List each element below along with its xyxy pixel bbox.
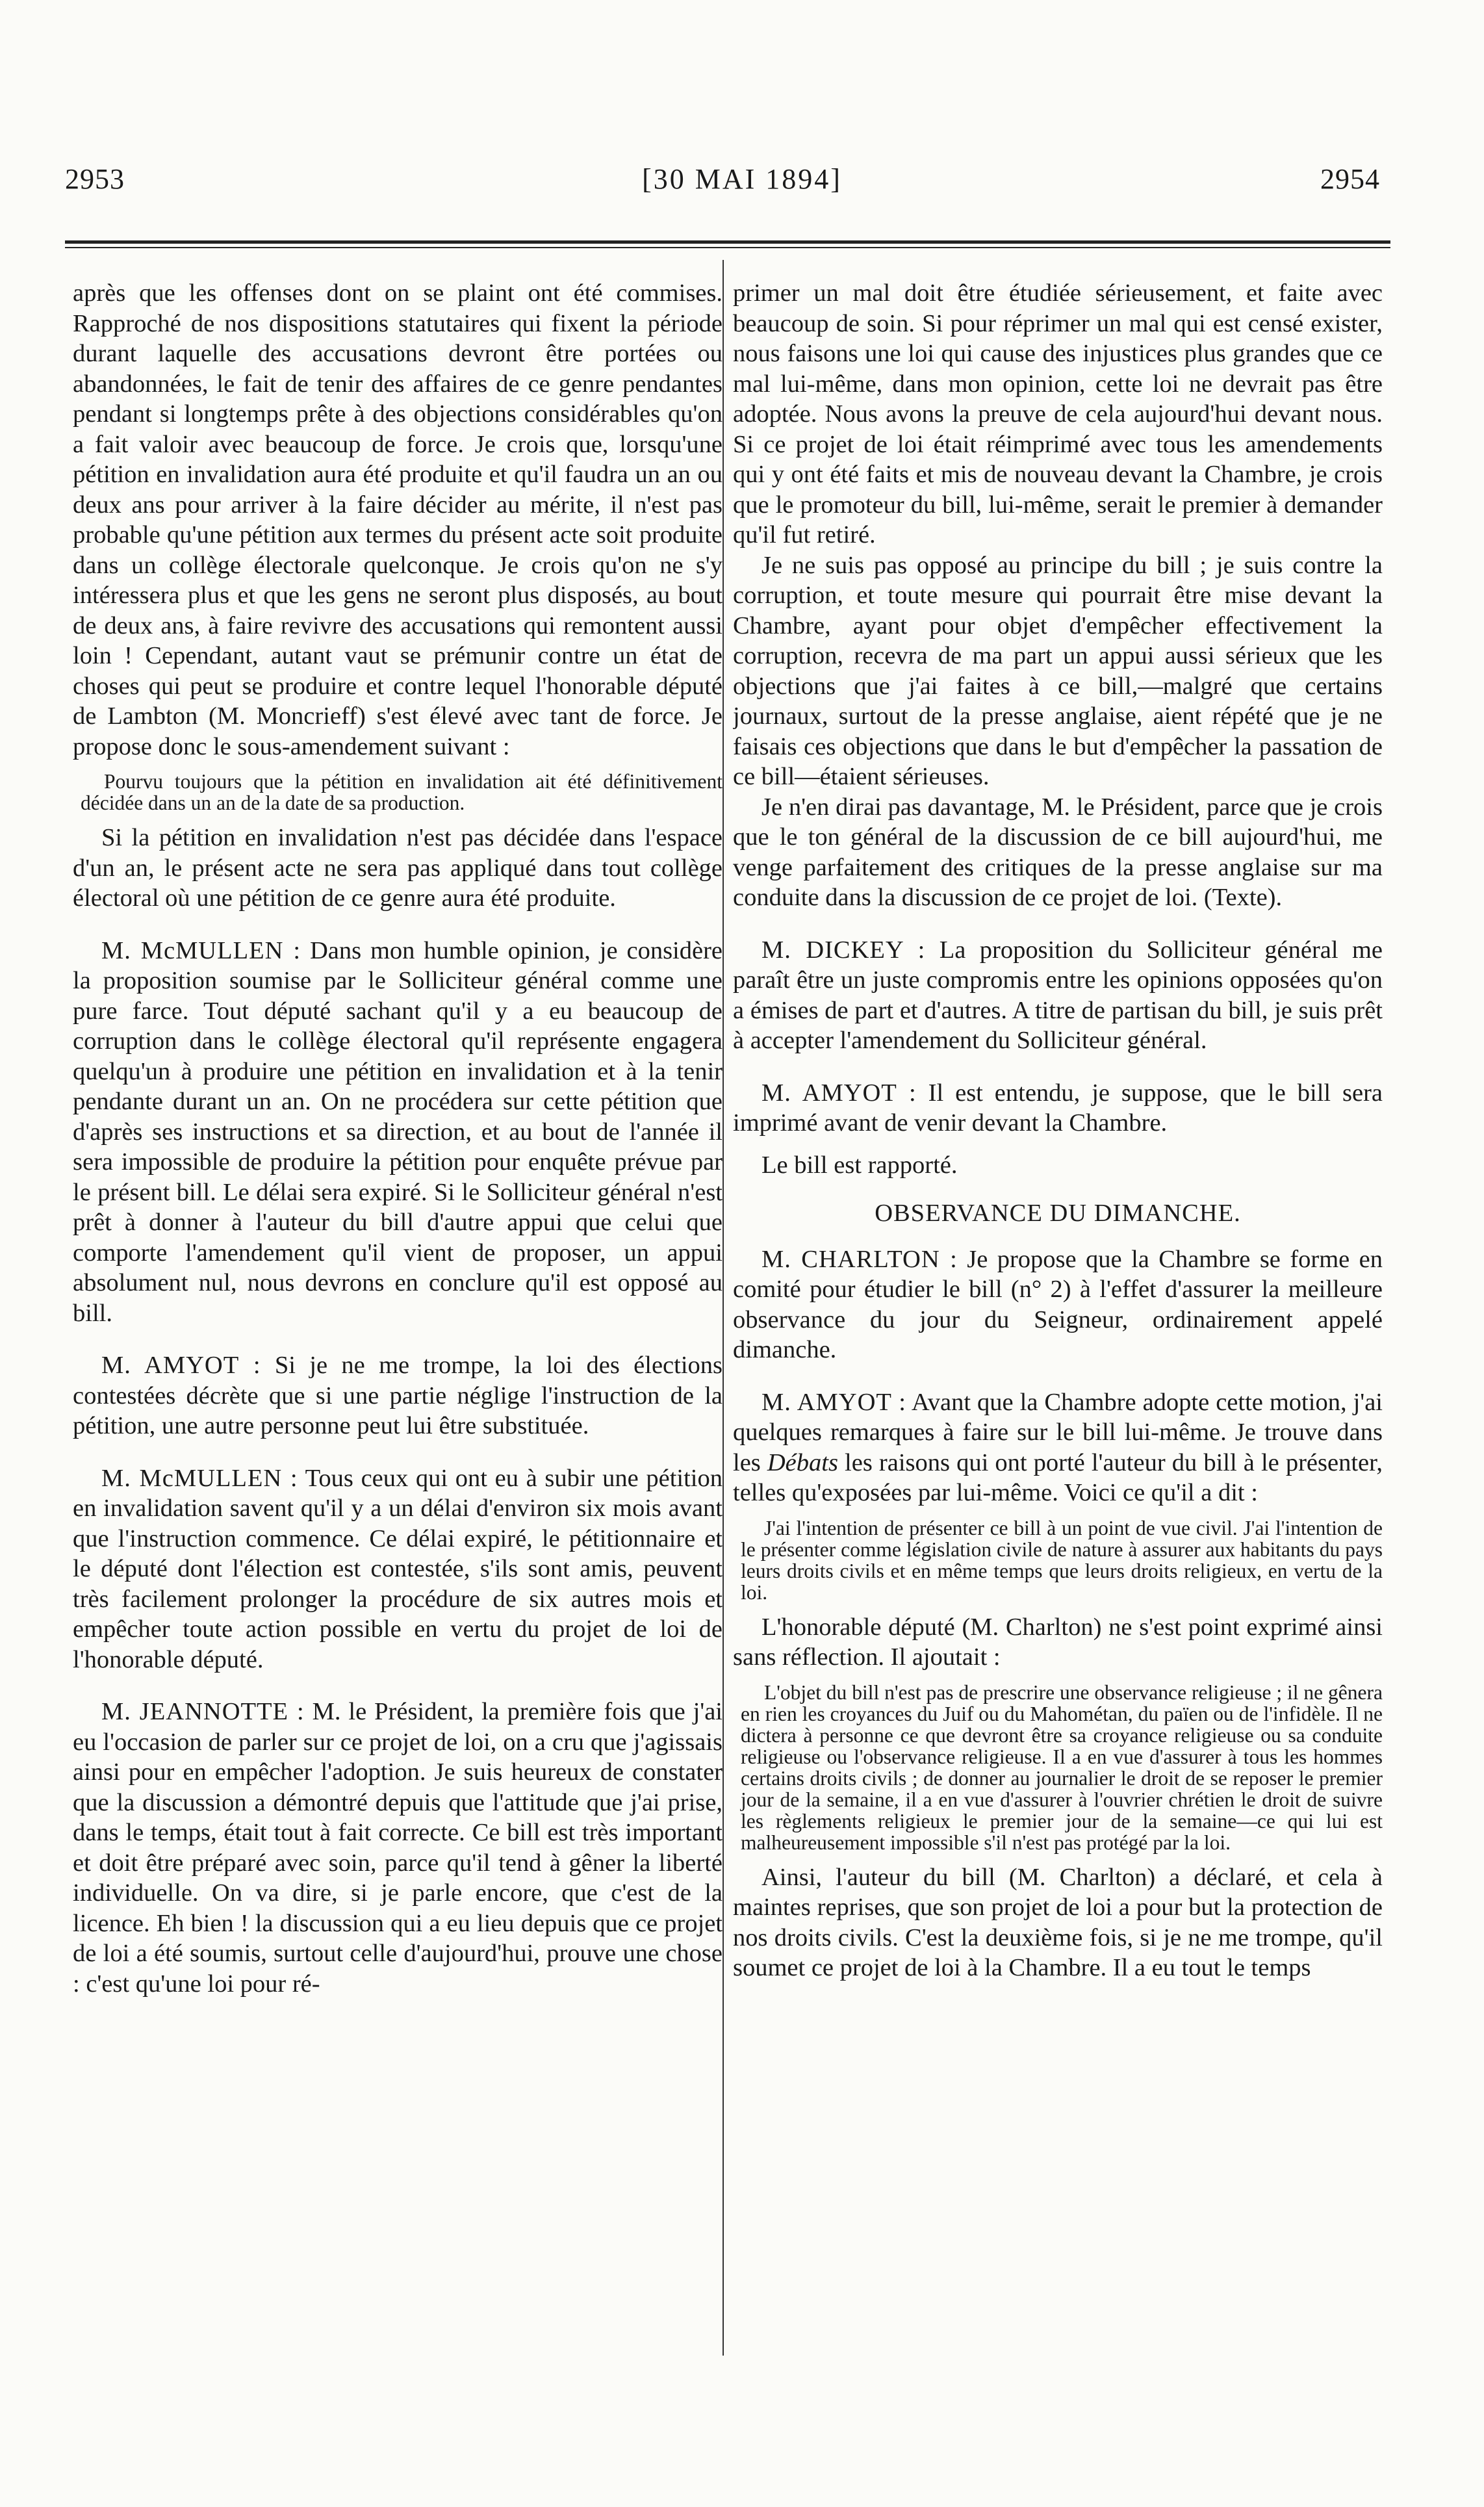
speech-text: Si je ne me trompe, la loi des élections contestées décrète que si une partie néglige l'instruction de la pétition, une autre personne peut lui être substituée. <box>73 1352 723 1439</box>
speech-jeannotte <box>73 1697 723 1999</box>
paragraph: Ainsi, l'auteur du bill (M. Charlton) a déclaré, et cela à maintes reprises, que son projet de loi a pour but la protection de nos droits civils. C'est la deuxième fois, si je ne me trompe, qu'il soumet ce projet de loi à la Chambre. Il a eu tout le temps <box>733 1863 1383 1981</box>
paragraph: Je n'en dirai pas davantage, M. le Président, parce que je crois que le ton général de la discussion de ce bill aujourd'hui, me venge parfaitement des critiques de la presse anglaise sur ma conduite dans la discussion de ce projet de loi. (Texte). <box>733 793 1383 911</box>
speech-text: les raisons qui ont porté l'auteur du bill à le présenter, telles qu'exposées par lui-même. Voici ce qu'il a dit : <box>733 1448 1383 1506</box>
speaker-name: M. DICKEY : <box>761 936 926 964</box>
column-divider <box>723 260 724 2356</box>
left-page-number: 2953 <box>65 163 125 195</box>
quoted-charlton-1: J'ai l'intention de présenter ce bill à un point de vue civil. J'ai l'intention de le présenter comme législation civile de nature à assurer aux habitants du pays leurs droits civils et en même temps que leurs droits religieux, en vertu de la loi. <box>741 1516 1383 1604</box>
page-date: [30 MAI 1894] <box>642 163 842 195</box>
header-rule-thick <box>65 240 1390 244</box>
right-column <box>733 278 1383 2462</box>
header-rule-thin <box>65 247 1390 248</box>
speech-text: Avant que la Chambre adopte cette motion, j'ai quelques remarques à faire sur le bill lui-même. Je trouve dans les <box>733 1388 1383 1476</box>
speaker-name: M. AMYOT : <box>761 1388 906 1416</box>
speaker-name: M. McMULLEN : <box>101 936 301 964</box>
speech-charlton <box>733 1244 1383 1365</box>
right-page-number: 2954 <box>1320 163 1380 195</box>
speech-amyot-1 <box>73 1350 723 1441</box>
speaker-name: M. AMYOT : <box>101 1352 261 1379</box>
speech-text: Il est entendu, je suppose, que le bill sera imprimé avant de venir devant la Chambre. <box>733 1079 1383 1137</box>
left-column <box>73 278 723 2462</box>
speech-amyot-2 <box>733 1078 1383 1138</box>
speech-text: M. le Président, la première fois que j'ai eu l'occasion de parler sur ce projet de loi, on a cru que j'agissais ainsi pour en empêcher l'adoption. Je suis heureux de constater que la discussion a démontré depuis que l'attitude que j'ai prise, dans le temps, était tout à fait correcte. Ce bill est très important et doit être préparé avec soin, parce qu'il tend à gêner la liberté individuelle. On va dire, si je parle encore, que c'est de la licence. Eh bien ! la discussion qui a eu lieu depuis que ce projet de loi a été soumis, surtout celle d'aujourd'hui, prouve une chose : c'est qu'une loi pour ré- <box>73 1698 723 1998</box>
speech-amyot-3 <box>733 1387 1383 1508</box>
speech-mcmullen-2 <box>73 1463 723 1675</box>
speech-text: La proposition du Solliciteur général me paraît être un juste compromis entre les opinions opposées qu'on a émises de part et d'autres. A titre de partisan du bill, je suis prêt à accepter l'amendement du Solliciteur général. <box>733 936 1383 1054</box>
speaker-name: M. AMYOT : <box>761 1079 917 1107</box>
speech-text: Dans mon humble opinion, je considère la proposition soumise par le Solliciteur général comme une pure farce. Tout député sachant qu'il y a eu beaucoup de corruption dans le collège électoral qu'il représente engagera quelqu'un à produire une pétition en invalidation et à la tenir pendante durant un an. On ne procédera sur cette pétition que d'après ses instructions et sa direction, et au bout de l'année il sera impossible de produire la pétition pour enquête prévue par le présent bill. Le délai sera expiré. Si le Solliciteur général n'est prêt à donner à l'auteur du bill d'autre appui que celui que comporte l'amendement qu'il vient de proposer, un appui absolument nul, nous devrons en conclure qu'il est opposé au bill. <box>73 936 723 1327</box>
paragraph: après que les offenses dont on se plaint ont été commises. Rapproché de nos dispositions statutaires qui fixent la période durant laquelle des accusations devront être portées ou abandonnées, le fait de tenir des affaires de ce genre pendantes pendant si longtemps prête à des objections considérables qu'on a fait valoir avec beaucoup de force. Je crois que, lorsqu'une pétition en invalidation aura été produite et qu'il faudra un an ou deux ans pour arriver à la faire décider au mérite, il n'est pas probable qu'une pétition aux termes du présent acte soit produite dans un collège électorale quelconque. Je crois qu'on ne s'y intéressera plus et que les gens ne seront plus disposés, au bout de deux ans, à faire revivre des accusations qui remontent aussi loin ! Cependant, autant vaut se prémunir contre un état de choses qui peut se produire et contre lequel l'honorable député de Lambton (M. Moncrieff) s'est élevé avec tant de force. Je propose donc le sous-amendement suivant : <box>73 279 723 760</box>
paragraph: primer un mal doit être étudiée sérieusement, et faite avec beaucoup de soin. Si pour réprimer un mal qui est censé exister, nous faisons une loi qui cause des injustices plus grandes que ce mal lui-même, dans mon opinion, cette loi ne devrait pas être adoptée. Nous avons la preuve de cela aujourd'hui devant nous. Si ce projet de loi était réimprimé avec tous les amendements qui y ont été faits et mis de nouveau devant la Chambre, je crois que le promoteur du bill, lui-même, serait le premier à demander qu'il fut retiré. <box>733 279 1383 548</box>
speaker-name: M. McMULLEN : <box>101 1464 298 1492</box>
speech-mcmullen-1 <box>73 936 723 1329</box>
speech-dickey <box>733 935 1383 1056</box>
quoted-amendment: Pourvu toujours que la pétition en invalidation ait été définitivement décidée dans un an de la date de sa production. <box>81 770 723 814</box>
speech-text: Tous ceux qui ont eu à subir une pétition en invalidation savent qu'il y a un délai d'environ six mois avant que l'instruction commence. Ce délai expiré, le pétitionnaire et le député dont l'élection est contestée, s'ils sont amis, peuvent très facilement prolonger la procédure de six autres mois et empêcher toute action possible en vertu du projet de loi de l'honorable député. <box>73 1464 723 1673</box>
paragraph: Si la pétition en invalidation n'est pas décidée dans l'espace d'un an, le présent acte ne sera pas appliqué dans tout collège électoral où une pétition de ce genre aura été produite. <box>73 824 723 912</box>
speaker-name: M. CHARLTON : <box>761 1245 958 1273</box>
paragraph: L'honorable député (M. Charlton) ne s'est point exprimé ainsi sans réflection. Il ajoutait : <box>733 1613 1383 1671</box>
italic-debats: Débats <box>767 1448 838 1476</box>
speaker-name: M. JEANNOTTE : <box>101 1698 305 1725</box>
paragraph: Je ne suis pas opposé au principe du bill ; je suis contre la corruption, et toute mesure qui pourrait être mise devant la Chambre, ayant pour objet d'empêcher effectivement la corruption, recevra de ma part un appui aussi sérieux que les objections que j'ai faites à ce bill,—malgré que certains journaux, surtout de la presse anglaise, aient répété que je ne faisais ces objections que dans le but d'empêcher la passation de ce bill—étaient sérieuses. <box>733 551 1383 790</box>
bill-reported-note: Le bill est rapporté. <box>761 1151 958 1179</box>
speech-text: Je propose que la Chambre se forme en comité pour étudier le bill (n° 2) à l'effet d'assurer la meilleure observance du jour du Seigneur, ordinairement appelé dimanche. <box>733 1245 1383 1363</box>
quoted-charlton-2: L'objet du bill n'est pas de prescrire une observance religieuse ; il ne gênera en rien les croyances du Juif ou du Mahométan, du païen ou de l'infidèle. Il ne dictera à personne ce que devront être sa croyance religieuse ou sa conduite religieuse ou l'observance religieuse. Il a en vue d'assurer à tous les hommes certains droits civils ; de donner au journalier le droit de se reposer le premier jour de la semaine, il a en vue d'assurer à l'ouvrier chrétien le droit de suivre les règlements religieux le premier jour de la semaine—ce qui lui est malheureusement impossible s'il n'est pas protégé par la loi. <box>741 1680 1383 1854</box>
section-title: OBSERVANCE DU DIMANCHE. <box>875 1200 1241 1227</box>
